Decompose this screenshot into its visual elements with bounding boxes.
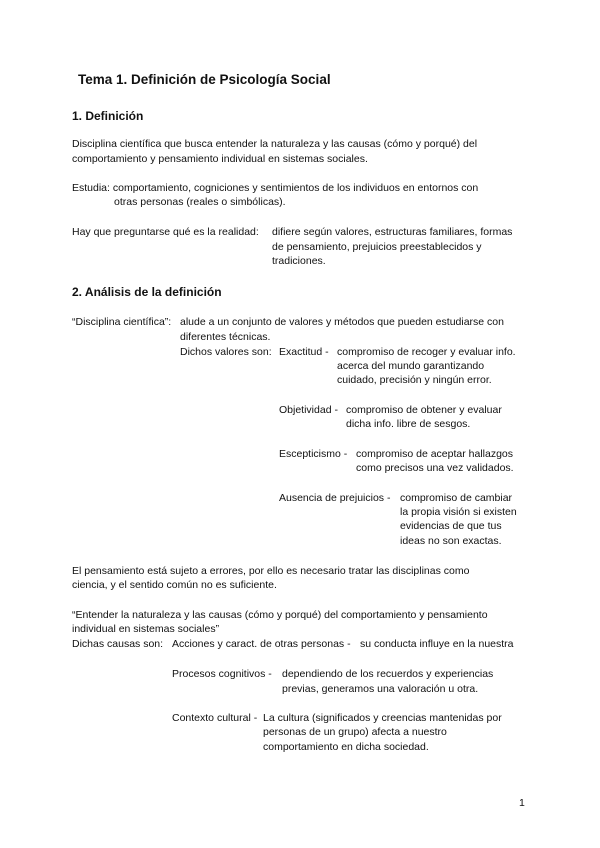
- value-description: cuidado, precisión y ningún error.: [337, 374, 492, 386]
- value-description: compromiso de obtener y evaluar: [346, 404, 502, 416]
- value-name: Ausencia de prejuicios -: [279, 492, 391, 504]
- causes-intro: Dichas causas son:: [72, 638, 164, 650]
- cause-description: personas de un grupo) afecta a nuestro: [263, 726, 447, 738]
- cause-description: comportamiento en dicha sociedad.: [263, 741, 429, 753]
- value-description: compromiso de cambiar: [400, 492, 513, 504]
- cause-name: Acciones y caract. de otras personas -: [172, 638, 351, 650]
- value-description: ideas no son exactas.: [400, 535, 502, 547]
- values-intro: Dichos valores son:: [180, 346, 272, 358]
- cause-description: dependiendo de los recuerdos y experiencias: [282, 668, 494, 680]
- cause-name: Procesos cognitivos -: [172, 668, 272, 680]
- page-number: 1: [519, 797, 525, 809]
- studies-text: otras personas (reales o simbólicas).: [114, 196, 286, 208]
- value-description: acerca del mundo garantizando: [337, 360, 485, 372]
- definition-text: comportamiento y pensamiento individual en sistemas sociales.: [72, 153, 368, 165]
- reality-label: Hay que preguntarse qué es la realidad:: [72, 226, 259, 238]
- entender-quote: individual en sistemas sociales”: [72, 623, 220, 635]
- value-name: Exactitud -: [279, 346, 329, 358]
- definition-text: Disciplina científica que busca entender la naturaleza y las causas (cómo y porqué) del: [72, 138, 478, 150]
- entender-quote: “Entender la naturaleza y las causas (cómo y porqué) del comportamiento y pensamiento: [72, 609, 488, 621]
- cause-name: Contexto cultural -: [172, 712, 258, 724]
- value-description: dicha info. libre de sesgos.: [346, 418, 471, 430]
- disciplina-text: diferentes técnicas.: [180, 331, 271, 343]
- value-description: como precisos una vez validados.: [356, 462, 514, 474]
- value-description: compromiso de recoger y evaluar info.: [337, 346, 516, 358]
- cause-description: previas, generamos una valoración u otra.: [282, 683, 479, 695]
- value-description: la propia visión si existen: [400, 506, 517, 518]
- section-2-heading: 2. Análisis de la definición: [72, 285, 222, 299]
- value-name: Escepticismo -: [279, 448, 348, 460]
- value-name: Objetividad -: [279, 404, 338, 416]
- reality-text: difiere según valores, estructuras familiares, formas: [272, 226, 513, 238]
- disciplina-text: alude a un conjunto de valores y métodos que pueden estudiarse con: [180, 316, 504, 328]
- error-note: El pensamiento está sujeto a errores, por ello es necesario tratar las disciplinas como: [72, 565, 470, 577]
- reality-text: de pensamiento, prejuicios preestablecidos y: [272, 241, 482, 253]
- page-title: Tema 1. Definición de Psicología Social: [78, 72, 331, 87]
- error-note: ciencia, y el sentido común no es suficiente.: [72, 579, 277, 591]
- cause-description: La cultura (significados y creencias mantenidas por: [263, 712, 502, 724]
- value-description: compromiso de aceptar hallazgos: [356, 448, 513, 460]
- section-1-heading: 1. Definición: [72, 109, 144, 123]
- disciplina-label: “Disciplina científica”:: [72, 316, 172, 328]
- value-description: evidencias de que tus: [400, 520, 502, 532]
- reality-text: tradiciones.: [272, 255, 326, 267]
- studies-text: Estudia: comportamiento, cogniciones y sentimientos de los individuos en entornos con: [72, 182, 479, 194]
- cause-description: su conducta influye en la nuestra: [360, 638, 514, 650]
